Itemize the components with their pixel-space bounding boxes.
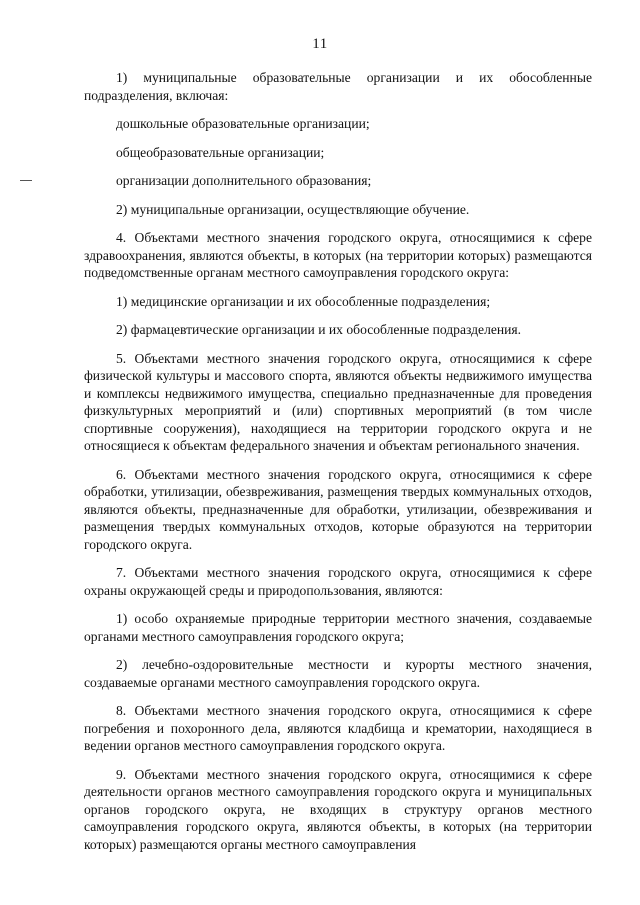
paragraph-4: 4. Объектами местного значения городского округа, относящимися к сфере здравоохранения, являются объекты, в которых (на территории которых) размещаются подведомственные органам местного самоуправления городского округа: [84,230,592,280]
paragraph-7: 7. Объектами местного значения городского округа, относящимися к сфере охраны окружающей среды и природопользования, являются: [84,565,592,598]
paragraph-5: 5. Объектами местного значения городского округа, относящимися к сфере физической культуры и массового спорта, являются объекты недвижимого имущества и комплексы недвижимого имущества, специально предназначенные для проведения физкультурных мероприятий и (или) спортивных мероприятий (в том числе спортивные сооружения), находящиеся на территории городского округа и не относящиеся к объектам федерального значения и объектам регионального значения. [84,350,592,453]
paragraph-3-2: 2) муниципальные организации, осуществляющие обучение. [116,201,470,217]
paragraph-3-1: 1) муниципальные образовательные организации и их обособленные подразделения, включая: [84,70,592,103]
list-item-general-education: общеобразовательные организации; [116,144,325,160]
document-body [84,69,592,864]
margin-mark [20,180,32,181]
list-item-preschool: дошкольные образовательные организации; [116,116,370,131]
paragraph-6: 6. Объектами местного значения городского округа, относящимися к сфере обработки, утилизации, обезвреживания, размещения твердых коммунальных отходов, являются объекты, предназначенные для обработки, утилизации, обезвреживания и размещения твердых коммунальных отходов, которые образуются на территории городского округа. [84,466,592,552]
list-item-additional-education: организации дополнительного образования; [116,173,372,188]
paragraph-4-1: 1) медицинские организации и их обособленные подразделения; [116,293,491,309]
paragraph-9: 9. Объектами местного значения городского округа, относящимися к сфере деятельности органов местного самоуправления городского округа и муниципальных органов городского округа, не входящих в структуру органов местного самоуправления городского округа, являются объекты, в которых (на территории которых) размещаются органы местного самоуправления [84,766,592,852]
paragraph-8: 8. Объектами местного значения городского округа, относящимися к сфере погребения и похоронного дела, являются кладбища и крематории, находящиеся в ведении органов местного самоуправления городского округа. [84,703,592,753]
page-number: 11 [312,36,328,52]
paragraph-7-1: 1) особо охраняемые природные территории местного значения, создаваемые органами местного самоуправления городского округа; [84,611,592,644]
paragraph-7-2: 2) лечебно-оздоровительные местности и курорты местного значения, создаваемые органами местного самоуправления городского округа. [84,657,592,690]
paragraph-4-2: 2) фармацевтические организации и их обособленные подразделения. [116,322,522,337]
